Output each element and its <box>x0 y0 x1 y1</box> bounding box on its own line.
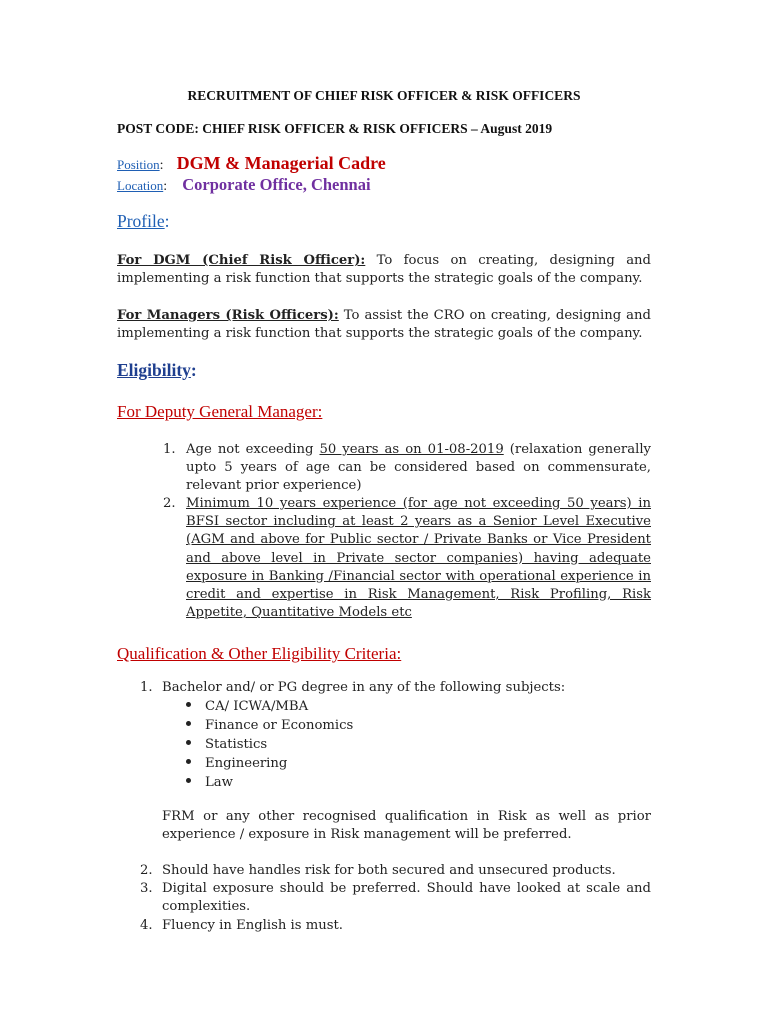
subject-text: Law <box>205 775 233 790</box>
dgm-item-1-number: 1. <box>163 442 176 457</box>
subject-item <box>186 716 353 735</box>
eligibility-colon: : <box>190 360 197 380</box>
dgm-item-1-age: 50 years as on 01-08-2019 <box>319 442 504 457</box>
qual-item-2: Should have handles risk for both secured and unsecured products. <box>162 863 616 878</box>
qual-item-1-number: 1. <box>140 680 153 695</box>
qual-item-4-number: 4. <box>140 918 153 933</box>
profile-manager-text: To assist the CRO on creating, designing and implementing a risk function that supports the strategic goals of the company. <box>117 308 651 341</box>
bullet-icon <box>186 740 191 745</box>
position-label: Position <box>117 157 160 172</box>
profile-manager-label: For Managers (Risk Officers): <box>117 308 339 323</box>
location-row <box>117 175 371 195</box>
profile-dgm-paragraph <box>117 252 651 288</box>
document-title: RECRUITMENT OF CHIEF RISK OFFICER & RISK OFFICERS <box>187 88 581 103</box>
qual-item-1: Bachelor and/ or PG degree in any of the following subjects: <box>162 680 566 695</box>
subject-text: CA/ ICWA/MBA <box>205 699 309 714</box>
qual-item-3-number: 3. <box>140 881 153 896</box>
dgm-heading: For Deputy General Manager: <box>117 402 323 421</box>
eligibility-heading-text: Eligibility <box>117 360 191 380</box>
profile-colon: : <box>164 211 170 231</box>
subject-item <box>186 697 353 716</box>
subject-text: Engineering <box>205 756 288 771</box>
qual-item-3: Digital exposure should be preferred. Should have looked at scale and complexities. <box>162 881 651 915</box>
profile-heading <box>117 211 170 232</box>
eligibility-heading <box>117 360 197 381</box>
bullet-icon <box>186 778 191 783</box>
bullet-icon <box>186 759 191 764</box>
profile-heading-text: Profile <box>117 211 165 231</box>
position-value: DGM & Managerial Cadre <box>176 153 386 173</box>
qualification-colon: : <box>396 644 402 663</box>
subject-item <box>186 735 353 754</box>
post-code-line: POST CODE: CHIEF RISK OFFICER & RISK OFFICERS – August 2019 <box>117 121 553 136</box>
subject-item <box>186 773 353 792</box>
dgm-item-1-pre: Age not exceeding <box>186 442 320 457</box>
location-colon: : <box>163 179 168 194</box>
frm-note: FRM or any other recognised qualification in Risk as well as prior experience / exposure in Risk management will be preferred. <box>162 809 651 843</box>
dgm-item-1 <box>186 441 651 496</box>
qual-item-2-number: 2. <box>140 863 153 878</box>
subject-text: Finance or Economics <box>205 718 354 733</box>
qual-item-4: Fluency in English is must. <box>162 918 343 933</box>
qualification-heading-text: Qualification & Other Eligibility Criteria <box>117 644 397 663</box>
profile-manager-paragraph <box>117 307 651 343</box>
profile-dgm-label: For DGM (Chief Risk Officer): <box>117 253 366 268</box>
dgm-item-2: Minimum 10 years experience (for age not exceeding 50 years) in BFSI sector including at least 2 years as a Senior Level Executive (AGM and above for Public sector / Private Banks or Vice President and above level in Private sector companies) having adequate exposure in Banking /Financial sector with operational experience in credit and expertise in Risk Management, Risk Profiling, Risk Appetite, Quantitative Models etc <box>186 496 651 621</box>
profile-dgm-text: To focus on creating, designing and implementing a risk function that supports the strategic goals of the company. <box>117 253 651 286</box>
subject-text: Statistics <box>205 737 268 752</box>
subjects-list <box>186 697 353 792</box>
position-colon: : <box>159 158 164 173</box>
location-label: Location <box>117 178 164 193</box>
location-value: Corporate Office, Chennai <box>182 175 371 194</box>
dgm-item-1-post: (relaxation generally upto 5 years of age can be considered based on commensurate, relevant prior experience) <box>186 442 651 494</box>
bullet-icon <box>186 721 191 726</box>
bullet-icon <box>186 702 191 707</box>
position-row <box>117 153 386 174</box>
dgm-item-2-number: 2. <box>163 496 176 511</box>
subject-item <box>186 754 353 773</box>
qualification-heading <box>117 644 401 664</box>
